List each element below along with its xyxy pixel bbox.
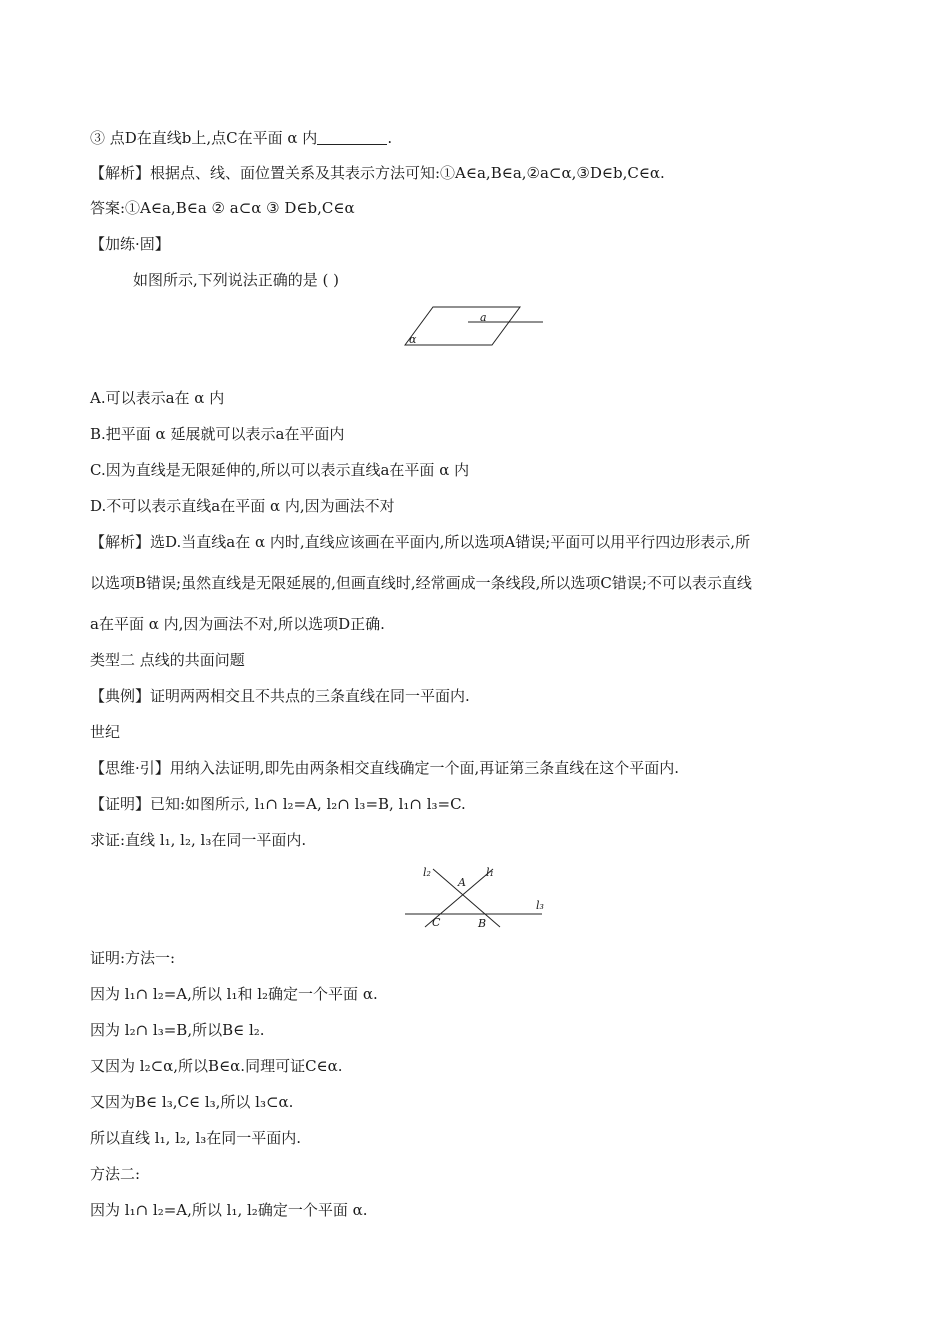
example: 【典例】证明两两相交且不共点的三条直线在同一平面内. (90, 687, 470, 705)
label-a: a (480, 311, 487, 324)
practice-heading: 【加练·固】 (90, 235, 170, 253)
label-l1: l₁ (486, 866, 494, 879)
plane-parallelogram (405, 307, 520, 345)
proof-line-8: 因为 l₁∩ l₂=A,所以 l₁, l₂确定一个平面 α. (90, 1201, 368, 1219)
option-a: A.可以表示a在 α 内 (90, 389, 225, 407)
analysis-2-line-2: 以选项B错误;虽然直线是无限延展的,但画直线时,经常画成一条线段,所以选项C错误;不可以表示直线 (90, 574, 752, 592)
answer-blank (317, 130, 387, 145)
analysis-2-line-1: 【解析】选D.当直线a在 α 内时,直线应该画在平面内,所以选项A错误;平面可以用平行四边形表示,所 (90, 533, 751, 551)
proof-line-1: 证明:方法一: (90, 949, 176, 967)
shiji-text: 世纪 (90, 723, 121, 741)
label-alpha: α (409, 333, 417, 346)
analysis-1: 【解析】根据点、线、面位置关系及其表示方法可知:①A∈a,B∈a,②a⊂α,③D∈b,C∈α. (90, 164, 665, 182)
question-item-3-text: ③ 点D在直线b上,点C在平面 α 内 (90, 129, 318, 147)
analysis-2-line-3: a在平面 α 内,因为画法不对,所以选项D正确. (90, 615, 385, 633)
label-l3: l₃ (536, 899, 544, 912)
option-c: C.因为直线是无限延伸的,所以可以表示直线a在平面 α 内 (90, 461, 470, 479)
prove-statement: 求证:直线 l₁, l₂, l₃在同一平面内. (90, 831, 307, 849)
label-A: A (458, 876, 466, 889)
figure-three-lines (405, 862, 555, 932)
practice-question: 如图所示,下列说法正确的是 ( ) (133, 271, 340, 289)
label-B: B (478, 917, 487, 930)
option-d: D.不可以表示直线a在平面 α 内,因为画法不对 (90, 497, 395, 515)
option-b: B.把平面 α 延展就可以表示a在平面内 (90, 425, 345, 443)
proof-line-3: 因为 l₂∩ l₃=B,所以B∈ l₂. (90, 1021, 265, 1039)
label-C: C (432, 916, 441, 929)
proof-line-4: 又因为 l₂⊂α,所以B∈α.同理可证C∈α. (90, 1057, 343, 1075)
proof-given: 【证明】已知:如图所示, l₁∩ l₂=A, l₂∩ l₃=B, l₁∩ l₃=C. (90, 795, 466, 813)
label-l2: l₂ (423, 866, 431, 879)
figure-plane-line (405, 305, 545, 350)
question-item-3-period: . (387, 129, 393, 147)
question-item-3 (90, 128, 392, 148)
proof-line-6: 所以直线 l₁, l₂, l₃在同一平面内. (90, 1129, 302, 1147)
answer-1: 答案:①A∈a,B∈a ② a⊂α ③ D∈b,C∈α (90, 199, 355, 217)
proof-line-2: 因为 l₁∩ l₂=A,所以 l₁和 l₂确定一个平面 α. (90, 985, 378, 1003)
proof-line-5: 又因为B∈ l₃,C∈ l₃,所以 l₃⊂α. (90, 1093, 294, 1111)
proof-line-7: 方法二: (90, 1165, 141, 1183)
type2-title: 类型二 点线的共面问题 (90, 651, 245, 669)
thinking: 【思维·引】用纳入法证明,即先由两条相交直线确定一个面,再证第三条直线在这个平面内. (90, 759, 680, 777)
